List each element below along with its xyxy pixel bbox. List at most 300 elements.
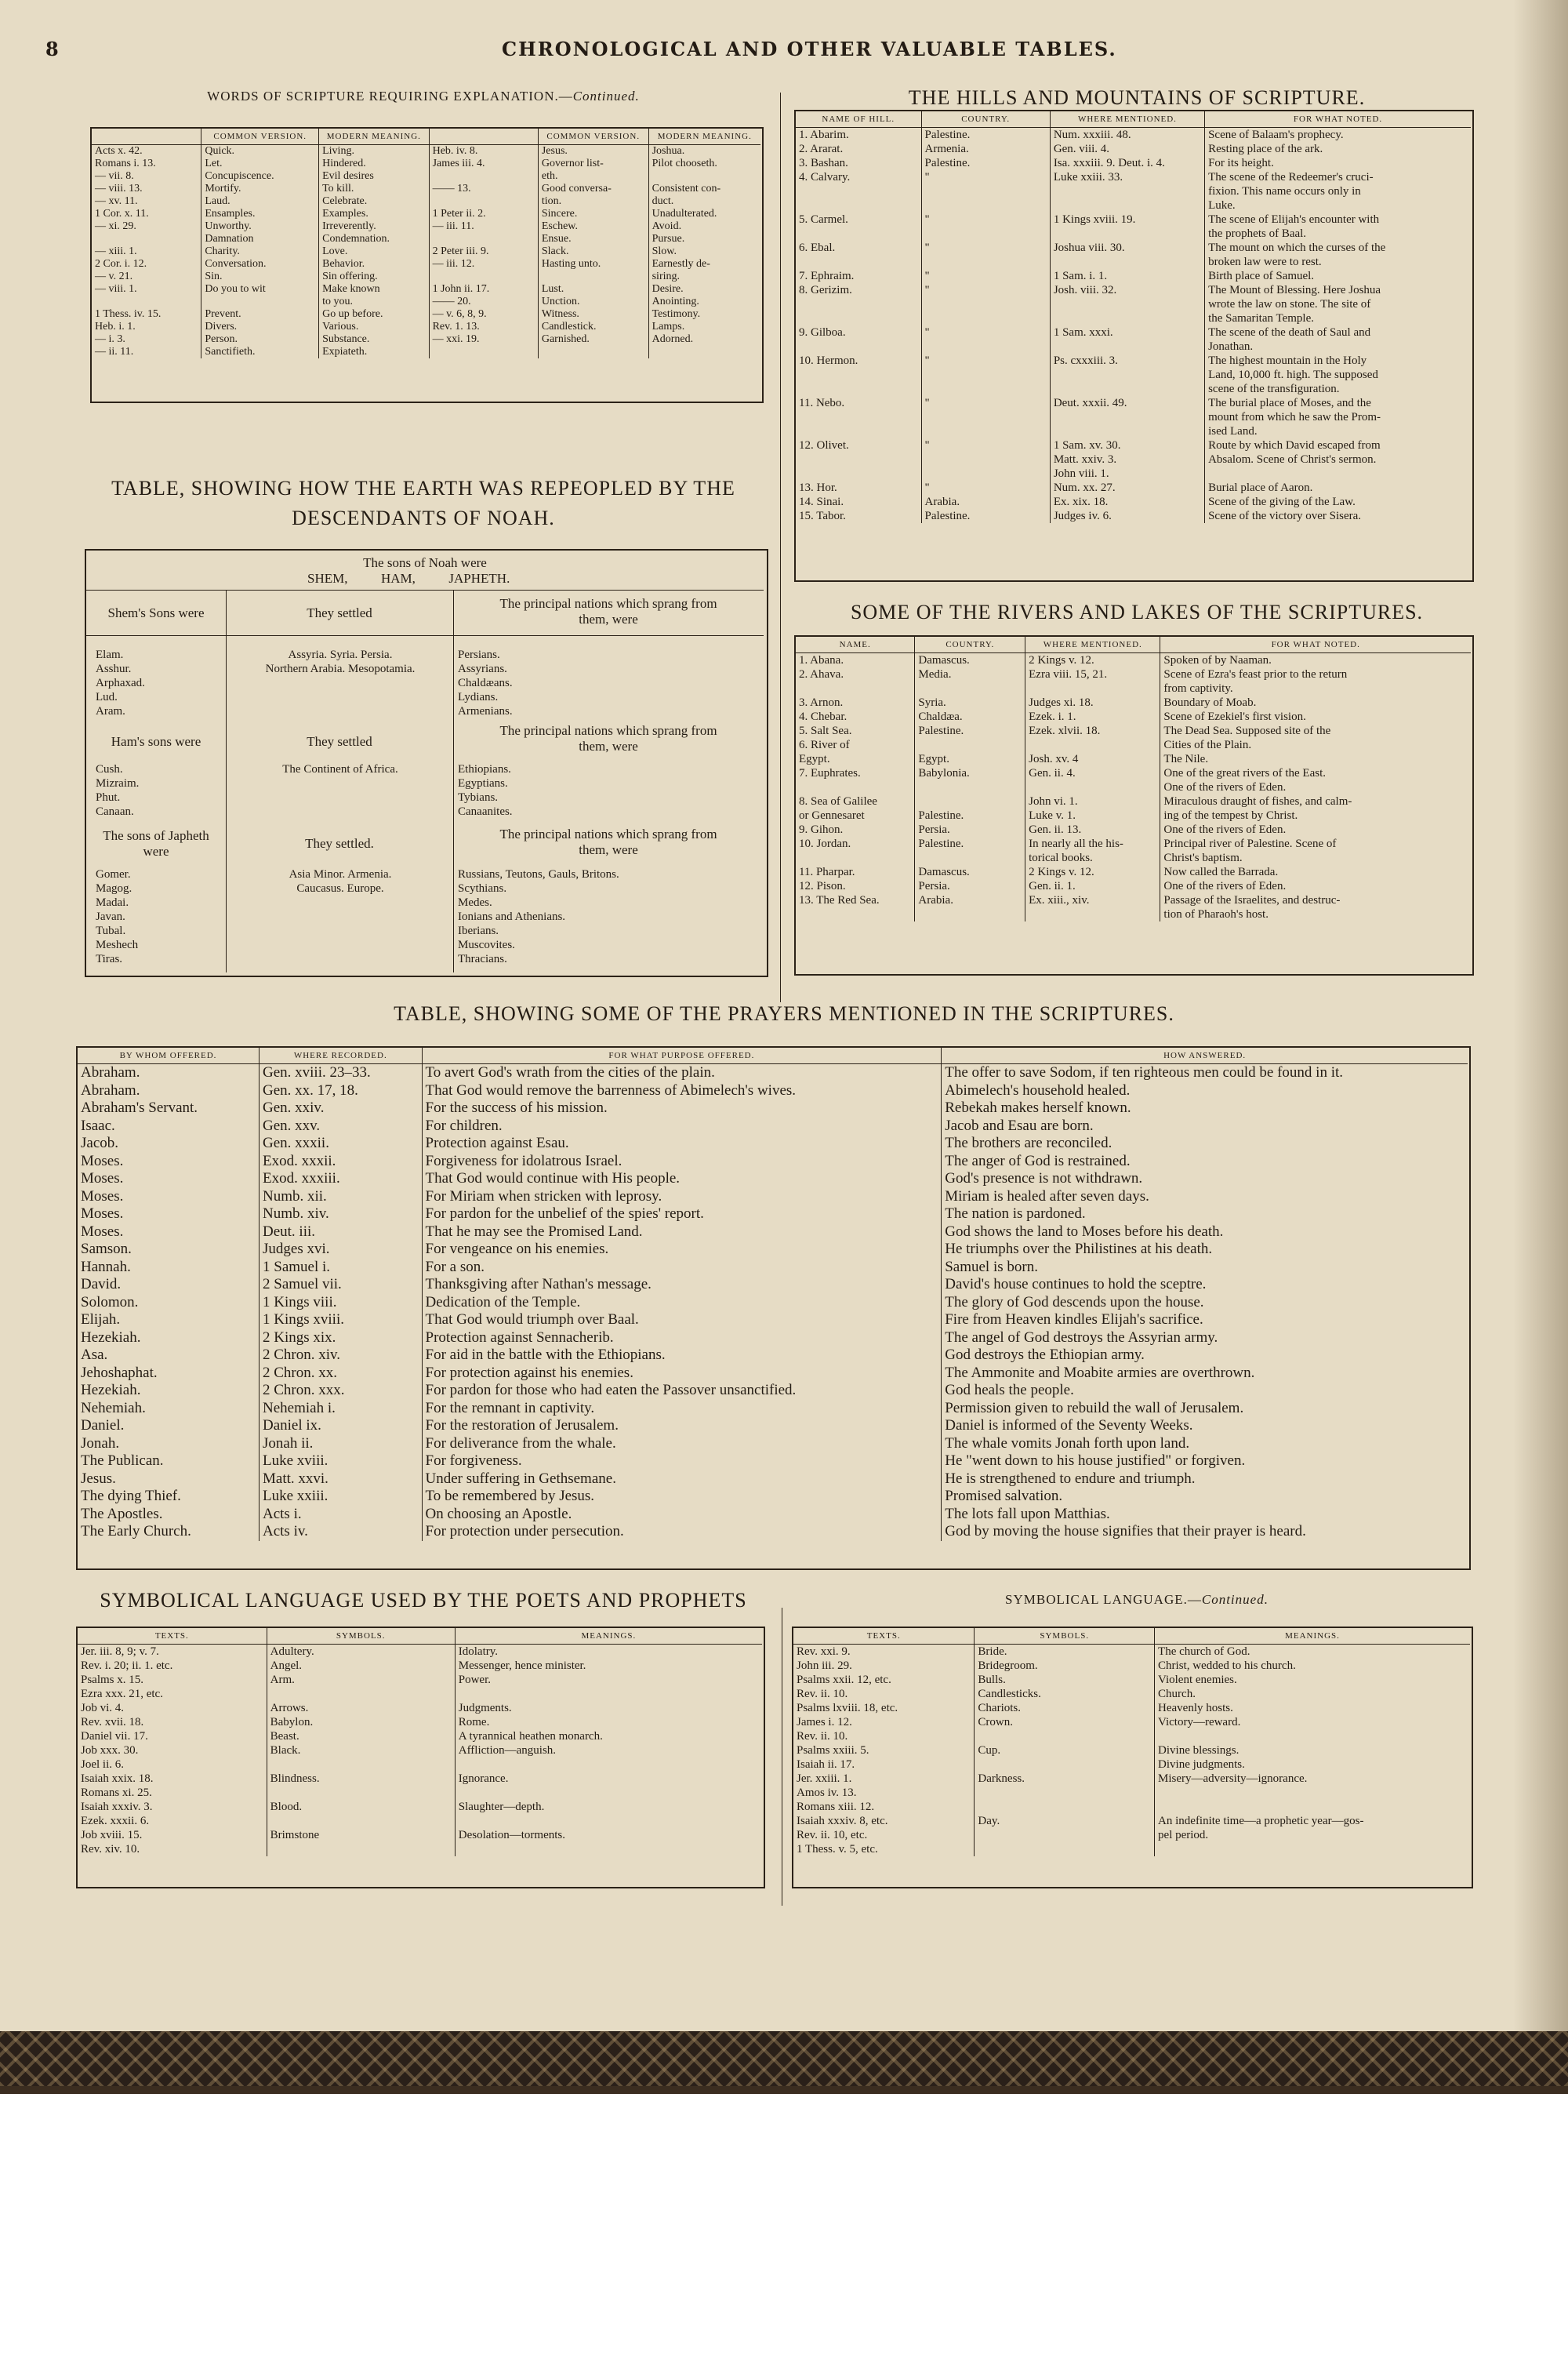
table-cell: Numb. xii. — [260, 1188, 423, 1206]
table-cell: — viii. 1. — [95, 283, 137, 295]
table-cell: Jacob and Esau are born. — [942, 1118, 1468, 1136]
table-row — [796, 879, 1471, 893]
table-cell: Moses. — [81, 1187, 124, 1205]
table-cell: Rev. ii. 10. — [797, 1688, 848, 1700]
table-cell — [267, 1687, 455, 1701]
column-header: WHERE MENTIONED. — [1025, 637, 1160, 653]
table-cell: Palestine. — [915, 724, 1025, 738]
table-cell: Victory—reward. — [1155, 1715, 1470, 1729]
column-header: MEANINGS. — [1155, 1628, 1470, 1645]
noah-sons-names: SHEM, HAM, JAPHETH. — [307, 571, 510, 586]
noah-sons-line: The sons of Noah were — [363, 555, 487, 570]
table-cell: Heb. i. 1. — [95, 321, 136, 333]
table-cell — [455, 1842, 762, 1856]
table-cell: The Ammonite and Moabite armies are overthrown. — [942, 1365, 1468, 1383]
table-cell: 1 Sam. i. 1. — [1050, 269, 1204, 283]
table-cell: 8. Gerizim. — [799, 284, 852, 296]
table-row — [793, 1842, 1470, 1856]
table-row — [793, 1645, 1470, 1659]
table-row — [78, 1241, 1468, 1259]
table-cell: pel period. — [1155, 1828, 1470, 1842]
table-cell — [1050, 227, 1204, 241]
table-cell: John viii. 1. — [1050, 467, 1204, 481]
table-cell: The dying Thief. — [81, 1488, 181, 1504]
table-cell: from captivity. — [1160, 682, 1471, 696]
table-cell — [796, 297, 921, 311]
table-cell — [975, 1828, 1155, 1842]
table-row — [92, 220, 760, 233]
table-cell: Josh. xv. 4 — [1025, 752, 1160, 766]
table-cell: Hindered. — [319, 158, 429, 170]
table-cell: Rev. xiv. 10. — [81, 1843, 140, 1856]
table-cell: Abimelech's household healed. — [942, 1082, 1468, 1100]
table-cell: Rev. ii. 10, etc. — [797, 1829, 868, 1841]
table-cell: Gen. xviii. 23–33. — [260, 1064, 423, 1082]
table-cell: Rome. — [455, 1715, 762, 1729]
table-cell: The scene of the death of Saul and — [1205, 325, 1471, 340]
table-cell — [915, 907, 1025, 921]
table-cell: 6. River of — [799, 739, 850, 751]
table-row — [78, 1205, 1468, 1223]
table-row — [796, 184, 1471, 198]
table-cell: Jonah. — [81, 1434, 120, 1452]
table-cell: Nehemiah. — [81, 1399, 146, 1416]
table-cell — [921, 424, 1050, 438]
table-cell: 1 Sam. xv. 30. — [1050, 438, 1204, 453]
table-cell: 14. Sinai. — [799, 496, 844, 508]
table-cell: James i. 12. — [797, 1716, 852, 1728]
table-cell: eth. — [538, 170, 648, 183]
table-cell — [921, 227, 1050, 241]
table-cell — [796, 340, 921, 354]
table-cell: Solomon. — [81, 1293, 139, 1310]
column-header — [92, 129, 201, 145]
table-cell: 2 Chron. xiv. — [260, 1347, 423, 1365]
table-cell: Under suffering in Gethsemane. — [422, 1470, 942, 1488]
table-cell: Psalms lxviii. 18, etc. — [797, 1702, 898, 1714]
table-cell: 9. Gilboa. — [799, 326, 846, 339]
table-cell: 2 Cor. i. 12. — [95, 258, 147, 270]
table-cell: 2 Kings v. 12. — [1025, 865, 1160, 879]
table-cell: Good conversa- — [538, 183, 648, 195]
table-cell: For children. — [422, 1118, 942, 1136]
ham-settled-head: They settled — [307, 734, 372, 749]
symbolic-left-table — [78, 1628, 762, 1856]
table-row — [796, 682, 1471, 696]
table-cell: 5. Carmel. — [799, 213, 848, 226]
table-cell — [267, 1814, 455, 1828]
table-row — [78, 1294, 1468, 1312]
table-cell: Spoken of by Naaman. — [1160, 653, 1471, 668]
table-row — [78, 1814, 762, 1828]
table-row — [796, 283, 1471, 297]
table-cell: Ezek. i. 1. — [1025, 710, 1160, 724]
table-cell: 1 John ii. 17. — [429, 283, 538, 296]
japheth-sons-head-a: The sons of Japheth — [103, 828, 209, 843]
table-row — [78, 1673, 762, 1687]
table-cell: — v. 6, 8, 9. — [429, 308, 538, 321]
table-row — [78, 1311, 1468, 1329]
table-cell: Boundary of Moab. — [1160, 696, 1471, 710]
table-row — [793, 1715, 1470, 1729]
table-cell: Babylon. — [267, 1715, 455, 1729]
table-cell: — ii. 11. — [95, 346, 134, 358]
table-cell: Daniel is informed of the Seventy Weeks. — [942, 1417, 1468, 1435]
column-header: NAME OF HILL. — [796, 111, 921, 128]
table-cell: Unadulterated. — [648, 208, 760, 220]
table-cell: Fire from Heaven kindles Elijah's sacrifice. — [942, 1311, 1468, 1329]
table-cell: On choosing an Apostle. — [422, 1506, 942, 1524]
table-cell: — i. 3. — [95, 333, 125, 345]
table-cell: Christ, wedded to his church. — [1155, 1659, 1470, 1673]
table-row — [78, 1170, 1468, 1188]
table-cell: Scene of Ezekiel's first vision. — [1160, 710, 1471, 724]
table-row — [92, 245, 760, 258]
table-cell: Absalom. Scene of Christ's sermon. — [1205, 453, 1471, 467]
noah-rule-2 — [86, 635, 764, 636]
table-row — [796, 865, 1471, 879]
table-row — [92, 183, 760, 195]
column-header: WHERE MENTIONED. — [1050, 111, 1204, 128]
table-cell: —— 13. — [429, 183, 538, 195]
table-cell: For protection under persecution. — [422, 1523, 942, 1541]
table-row — [78, 1772, 762, 1786]
table-cell: The Mount of Blessing. Here Joshua — [1205, 283, 1471, 297]
table-cell: Miraculous draught of fishes, and calm- — [1160, 794, 1471, 809]
table-cell: Divine blessings. — [1155, 1743, 1470, 1757]
list-item: Javan. — [96, 911, 125, 923]
table-cell: ised Land. — [1205, 424, 1471, 438]
table-cell: Land, 10,000 ft. high. The supposed — [1205, 368, 1471, 382]
table-cell: Protection against Sennacherib. — [422, 1329, 942, 1347]
table-cell: The scene of the Redeemer's cruci- — [1205, 170, 1471, 184]
table-cell: Rev. i. 20; ii. 1. etc. — [81, 1659, 173, 1672]
list-item: The Continent of Africa. — [282, 763, 398, 776]
table-cell: Permission given to rebuild the wall of Jerusalem. — [942, 1400, 1468, 1418]
table-cell: Pilot chooseth. — [648, 158, 760, 170]
table-row — [78, 1400, 1468, 1418]
table-cell: 1 Kings xviii. — [260, 1311, 423, 1329]
table-cell: For Miriam when stricken with leprosy. — [422, 1188, 942, 1206]
table-cell: One of the rivers of Eden. — [1160, 879, 1471, 893]
table-row — [793, 1743, 1470, 1757]
list-item: Canaan. — [96, 805, 134, 818]
table-cell: 5. Salt Sea. — [799, 725, 852, 737]
table-cell: Luke xviii. — [260, 1452, 423, 1470]
ham-nations-list — [458, 762, 513, 819]
table-cell: Scene of the victory over Sisera. — [1205, 509, 1471, 523]
table-cell: Syria. — [915, 696, 1025, 710]
list-item: Assyria. Syria. Persia. — [288, 649, 393, 661]
table-cell — [1050, 368, 1204, 382]
table-cell: —— 20. — [429, 296, 538, 308]
prayers-table-title: TABLE, SHOWING SOME OF THE PRAYERS MENTIONED IN THE SCRIPTURES. — [394, 1002, 1174, 1025]
table-cell: Eschew. — [538, 220, 648, 233]
table-cell — [429, 170, 538, 183]
symbolic-right-title: SYMBOLICAL LANGUAGE.—Continued. — [1005, 1592, 1269, 1607]
table-cell: Prevent. — [201, 308, 319, 321]
table-cell — [538, 346, 648, 358]
table-cell: That he may see the Promised Land. — [422, 1223, 942, 1241]
table-cell: Hannah. — [81, 1258, 131, 1275]
column-header: NAME. — [796, 637, 915, 653]
table-cell: Ps. cxxxiii. 3. — [1050, 354, 1204, 368]
column-header: FOR WHAT NOTED. — [1160, 637, 1471, 653]
table-cell — [796, 851, 915, 865]
table-row — [796, 170, 1471, 184]
table-cell: 4. Calvary. — [799, 171, 851, 184]
table-row — [92, 258, 760, 271]
japheth-settled-head: They settled. — [305, 836, 374, 851]
table-cell — [921, 410, 1050, 424]
table-cell: Gen. ii. 4. — [1025, 766, 1160, 780]
list-item: Canaanites. — [458, 805, 513, 818]
table-cell: Rebekah makes herself known. — [942, 1100, 1468, 1118]
table-cell: Miriam is healed after seven days. — [942, 1188, 1468, 1206]
table-row — [796, 340, 1471, 354]
table-row — [796, 410, 1471, 424]
table-cell: The whale vomits Jonah forth upon land. — [942, 1435, 1468, 1453]
table-row — [78, 1506, 1468, 1524]
table-row — [793, 1814, 1470, 1828]
table-row — [78, 1435, 1468, 1453]
table-cell: Jonathan. — [1205, 340, 1471, 354]
column-header: COUNTRY. — [921, 111, 1050, 128]
table-cell: Passage of the Israelites, and destruc- — [1160, 893, 1471, 907]
table-cell — [429, 346, 538, 358]
table-cell: Jonah ii. — [260, 1435, 423, 1453]
table-cell: Psalms xxiii. 5. — [797, 1744, 869, 1757]
table-cell: Chaldæa. — [915, 710, 1025, 724]
table-cell: Blindness. — [267, 1772, 455, 1786]
table-cell: — iii. 12. — [429, 258, 538, 271]
table-row — [796, 893, 1471, 907]
table-cell — [1050, 198, 1204, 213]
table-cell — [921, 340, 1050, 354]
table-row — [793, 1701, 1470, 1715]
table-row — [796, 752, 1471, 766]
table-cell: James iii. 4. — [429, 158, 538, 170]
table-cell — [648, 346, 760, 358]
table-row — [796, 453, 1471, 467]
table-cell: Burial place of Aaron. — [1205, 481, 1471, 495]
list-item: Gomer. — [96, 868, 131, 881]
table-cell — [267, 1842, 455, 1856]
table-cell: 7. Euphrates. — [799, 767, 861, 780]
table-cell: Moses. — [81, 1205, 124, 1222]
table-cell: " — [921, 170, 1050, 184]
table-cell: — v. 21. — [95, 271, 133, 282]
table-row — [78, 1188, 1468, 1206]
table-cell: 2 Kings v. 12. — [1025, 653, 1160, 668]
table-cell — [1025, 682, 1160, 696]
column-header: COMMON VERSION. — [538, 129, 648, 145]
table-cell: Concupiscence. — [201, 170, 319, 183]
table-cell: Anointing. — [648, 296, 760, 308]
table-cell: Hezekiah. — [81, 1329, 141, 1346]
table-cell: God heals the people. — [942, 1382, 1468, 1400]
table-cell: 2. Ahava. — [799, 668, 844, 681]
table-cell: Unworthy. — [201, 220, 319, 233]
table-cell: " — [921, 354, 1050, 368]
table-cell: Sin offering. — [319, 271, 429, 283]
table-cell: Substance. — [319, 333, 429, 346]
table-cell: ing of the tempest by Christ. — [1160, 809, 1471, 823]
table-cell: The lots fall upon Matthias. — [942, 1506, 1468, 1524]
table-row — [796, 481, 1471, 495]
table-row — [793, 1659, 1470, 1673]
list-item: Muscovites. — [458, 939, 515, 951]
table-cell — [1050, 382, 1204, 396]
table-cell: Evil desires — [319, 170, 429, 183]
table-cell: For pardon for those who had eaten the Passover unsanctified. — [422, 1382, 942, 1400]
table-row — [78, 1329, 1468, 1347]
table-row — [78, 1118, 1468, 1136]
table-cell: — xi. 29. — [95, 220, 136, 232]
table-cell: Make known — [319, 283, 429, 296]
table-cell: Brimstone — [267, 1828, 455, 1842]
table-cell: Palestine. — [921, 509, 1050, 523]
table-cell: Palestine. — [921, 128, 1050, 143]
table-cell — [1050, 410, 1204, 424]
table-cell: 2 Chron. xx. — [260, 1365, 423, 1383]
table-cell: For pardon for the unbelief of the spies' report. — [422, 1205, 942, 1223]
table-cell: Candlestick. — [538, 321, 648, 333]
table-cell: Gen. ii. 1. — [1025, 879, 1160, 893]
symbolic-right-table — [793, 1628, 1470, 1856]
list-item: Chaldæans. — [458, 677, 513, 689]
table-cell: 13. The Red Sea. — [799, 894, 880, 907]
table-cell — [455, 1786, 762, 1800]
table-cell: Power. — [455, 1673, 762, 1687]
table-row — [796, 738, 1471, 752]
table-cell — [429, 233, 538, 245]
table-cell: Slow. — [648, 245, 760, 258]
table-cell: Ezra xxx. 21, etc. — [81, 1688, 163, 1700]
table-cell: Jer. iii. 8, 9; v. 7. — [81, 1645, 159, 1658]
table-cell: Job vi. 4. — [81, 1702, 125, 1714]
table-cell: Route by which David escaped from — [1205, 438, 1471, 453]
table-row — [796, 837, 1471, 851]
table-cell — [915, 851, 1025, 865]
table-cell: Messenger, hence minister. — [455, 1659, 762, 1673]
table-cell: the Samaritan Temple. — [1205, 311, 1471, 325]
table-cell: Ezra viii. 15, 21. — [1025, 667, 1160, 682]
table-cell — [921, 453, 1050, 467]
table-cell: Christ's baptism. — [1160, 851, 1471, 865]
table-cell: siring. — [648, 271, 760, 283]
table-cell: Gen. xxv. — [260, 1118, 423, 1136]
table-row — [796, 424, 1471, 438]
table-row — [92, 333, 760, 346]
table-row — [92, 283, 760, 296]
table-cell: — xv. 11. — [95, 195, 138, 207]
table-row — [796, 667, 1471, 682]
table-row — [796, 325, 1471, 340]
table-cell: Matt. xxvi. — [260, 1470, 423, 1488]
table-cell: 1 Samuel i. — [260, 1259, 423, 1277]
column-header: WHERE RECORDED. — [260, 1048, 423, 1064]
table-cell: fixion. This name occurs only in — [1205, 184, 1471, 198]
table-cell: The Early Church. — [81, 1523, 191, 1539]
table-cell: Jesus. — [81, 1470, 116, 1487]
table-cell: Behavior. — [319, 258, 429, 271]
table-row — [78, 1223, 1468, 1241]
table-row — [796, 438, 1471, 453]
column-header: MEANINGS. — [455, 1628, 762, 1645]
table-cell — [1025, 907, 1160, 921]
table-cell — [429, 195, 538, 208]
list-item: Lud. — [96, 691, 118, 703]
table-cell: Divers. — [201, 321, 319, 333]
table-row — [796, 227, 1471, 241]
table-cell: Rev. 1. 13. — [429, 321, 538, 333]
table-cell — [915, 682, 1025, 696]
list-item: Iberians. — [458, 925, 499, 937]
table-cell: Damnation — [201, 233, 319, 245]
table-cell: Testimony. — [648, 308, 760, 321]
table-cell — [455, 1757, 762, 1772]
table-cell — [915, 738, 1025, 752]
table-cell — [796, 227, 921, 241]
table-row — [78, 1645, 762, 1659]
table-cell: Moses. — [81, 1170, 124, 1187]
table-cell: tion. — [538, 195, 648, 208]
table-cell: " — [921, 438, 1050, 453]
table-row — [793, 1772, 1470, 1786]
table-row — [78, 1729, 762, 1743]
table-cell: Forgiveness for idolatrous Israel. — [422, 1153, 942, 1171]
table-cell: 6. Ebal. — [799, 242, 836, 254]
table-row — [78, 1417, 1468, 1435]
table-cell: broken law were to rest. — [1205, 255, 1471, 269]
table-cell: Let. — [201, 158, 319, 170]
table-cell: Abraham. — [81, 1064, 140, 1081]
table-cell: David's house continues to hold the sceptre. — [942, 1276, 1468, 1294]
table-cell: 11. Nebo. — [799, 397, 845, 409]
table-cell: or Gennesaret — [799, 809, 865, 822]
table-row — [78, 1365, 1468, 1383]
table-cell: The church of God. — [1155, 1645, 1470, 1659]
table-cell: Babylonia. — [915, 766, 1025, 780]
table-cell: Deut. iii. — [260, 1223, 423, 1241]
table-cell: Job xviii. 15. — [81, 1829, 143, 1841]
table-row — [793, 1687, 1470, 1701]
table-row — [793, 1757, 1470, 1772]
table-cell: Rev. xvii. 18. — [81, 1716, 144, 1728]
table-cell: Exod. xxxii. — [260, 1153, 423, 1171]
column-header: COMMON VERSION. — [201, 129, 319, 145]
table-cell: " — [921, 396, 1050, 410]
table-cell — [796, 198, 921, 213]
list-item: Ethiopians. — [458, 763, 511, 776]
noah-rule — [86, 590, 764, 591]
table-row — [78, 1842, 762, 1856]
table-cell: The scene of Elijah's encounter with — [1205, 213, 1471, 227]
ham-sons-list — [96, 762, 139, 819]
table-cell: scene of the transfiguration. — [1205, 382, 1471, 396]
table-cell: Dedication of the Temple. — [422, 1294, 942, 1312]
table-row — [796, 269, 1471, 283]
table-cell: Divine judgments. — [1155, 1757, 1470, 1772]
table-cell: Slaughter—depth. — [455, 1800, 762, 1814]
table-cell: Jacob. — [81, 1135, 119, 1151]
column-header: BY WHOM OFFERED. — [78, 1048, 260, 1064]
table-cell: A tyrannical heathen monarch. — [455, 1729, 762, 1743]
table-cell: Daniel vii. 17. — [81, 1730, 148, 1743]
table-cell: For the success of his mission. — [422, 1100, 942, 1118]
noah-table-title-line2: DESCENDANTS OF NOAH. — [292, 507, 555, 529]
